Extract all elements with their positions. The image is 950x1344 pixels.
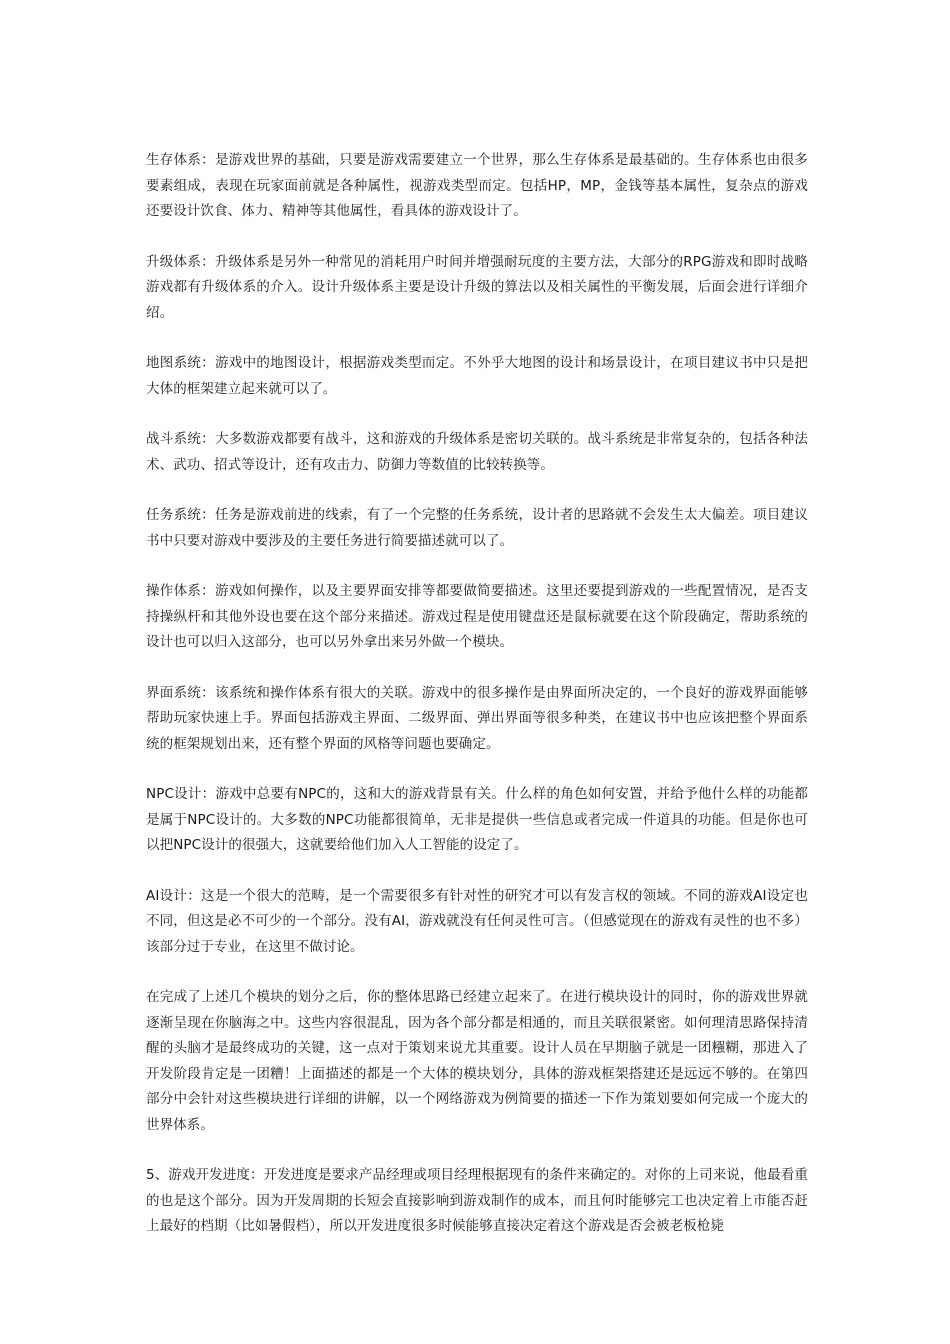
- paragraph-map-system: 地图系统：游戏中的地图设计，根据游戏类型而定。不外乎大地图的设计和场景设计，在项目建议书中只是把大体的框架建立起来就可以了。: [146, 355, 808, 397]
- paragraph-npc-design: NPC设计：游戏中总要有NPC的，这和大的游戏背景有关。什么样的角色如何安置，并给予他什么样的功能都是属于NPC设计的。大多数的NPC功能都很简单，无非是提供一些信息或者完成一件道具的功能。但是你也可以把NPC设计的很强大，这就要给他们加入人工智能的设定了。: [146, 786, 808, 853]
- paragraph-control-system: 操作体系：游戏如何操作，以及主要界面安排等都要做简要描述。这里还要提到游戏的一些配置情况，是否支持操纵杆和其他外设也要在这个部分来描述。游戏过程是使用键盘还是鼠标就要在这个阶段确定，帮助系统的设计也可以归入这部分，也可以另外拿出来另外做一个模块。: [146, 583, 808, 650]
- paragraph-development-schedule: 5、游戏开发进度：开发进度是要求产品经理或项目经理根据现有的条件来确定的。对你的上司来说，他最看重的也是这个部分。因为开发周期的长短会直接影响到游戏制作的成本，而且何时能够完工也决定着上市能否赶上最好的档期（比如暑假档），所以开发进度很多时候能够直接决定着这个游戏是否会被老板枪毙: [146, 1167, 808, 1234]
- paragraph-survival-system: 生存体系：是游戏世界的基础，只要是游戏需要建立一个世界，那么生存体系是最基础的。生存体系也由很多要素组成，表现在玩家面前就是各种属性，视游戏类型而定。包括HP，MP，金钱等基本属性，复杂点的游戏还要设计饮食、体力、精神等其他属性，看具体的游戏设计了。: [146, 152, 808, 219]
- paragraph-interface-system: 界面系统：该系统和操作体系有很大的关联。游戏中的很多操作是由界面所决定的，一个良好的游戏界面能够帮助玩家快速上手。界面包括游戏主界面、二级界面、弹出界面等很多种类，在建议书中也应该把整个界面系统的框架规划出来，还有整个界面的风格等问题也要确定。: [146, 684, 808, 752]
- paragraph-combat-system: 战斗系统：大多数游戏都要有战斗，这和游戏的升级体系是密切关联的。战斗系统是非常复杂的，包括各种法术、武功、招式等设计，还有攻击力、防御力等数值的比较转换等。: [146, 431, 808, 473]
- paragraph-quest-system: 任务系统：任务是游戏前进的线索，有了一个完整的任务系统，设计者的思路就不会发生太大偏差。项目建议书中只要对游戏中要涉及的主要任务进行简要描述就可以了。: [146, 507, 808, 549]
- document-body: [146, 148, 808, 1265]
- paragraph-leveling-system: 升级体系：升级体系是另外一种常见的消耗用户时间并增强耐玩度的主要方法，大部分的RPG游戏和即时战略游戏都有升级体系的介入。设计升级体系主要是设计升级的算法以及相关属性的平衡发展，后面会进行详细介绍。: [146, 253, 808, 321]
- paragraph-ai-design: AI设计：这是一个很大的范畴，是一个需要很多有针对性的研究才可以有发言权的领域。不同的游戏AI设定也不同，但这是必不可少的一个部分。没有AI，游戏就没有任何灵性可言。（但感觉现在的游戏有灵性的也不多）该部分过于专业，在这里不做讨论。: [146, 887, 808, 955]
- paragraph-summary: 在完成了上述几个模块的划分之后，你的整体思路已经建立起来了。在进行模块设计的同时，你的游戏世界就逐渐呈现在你脑海之中。这些内容很混乱，因为各个部分都是相通的，而且关联很紧密。如何理清思路保持清醒的头脑才是最终成功的关键，这一点对于策划来说尤其重要。设计人员在早期脑子就是一团糨糊，那进入了开发阶段肯定是一团糟！上面描述的都是一个大体的模块划分，具体的游戏框架搭建还是远远不够的。在第四部分中会针对这些模块进行详细的讲解，以一个网络游戏为例简要的描述一下作为策划要如何完成一个庞大的世界体系。: [146, 989, 808, 1133]
